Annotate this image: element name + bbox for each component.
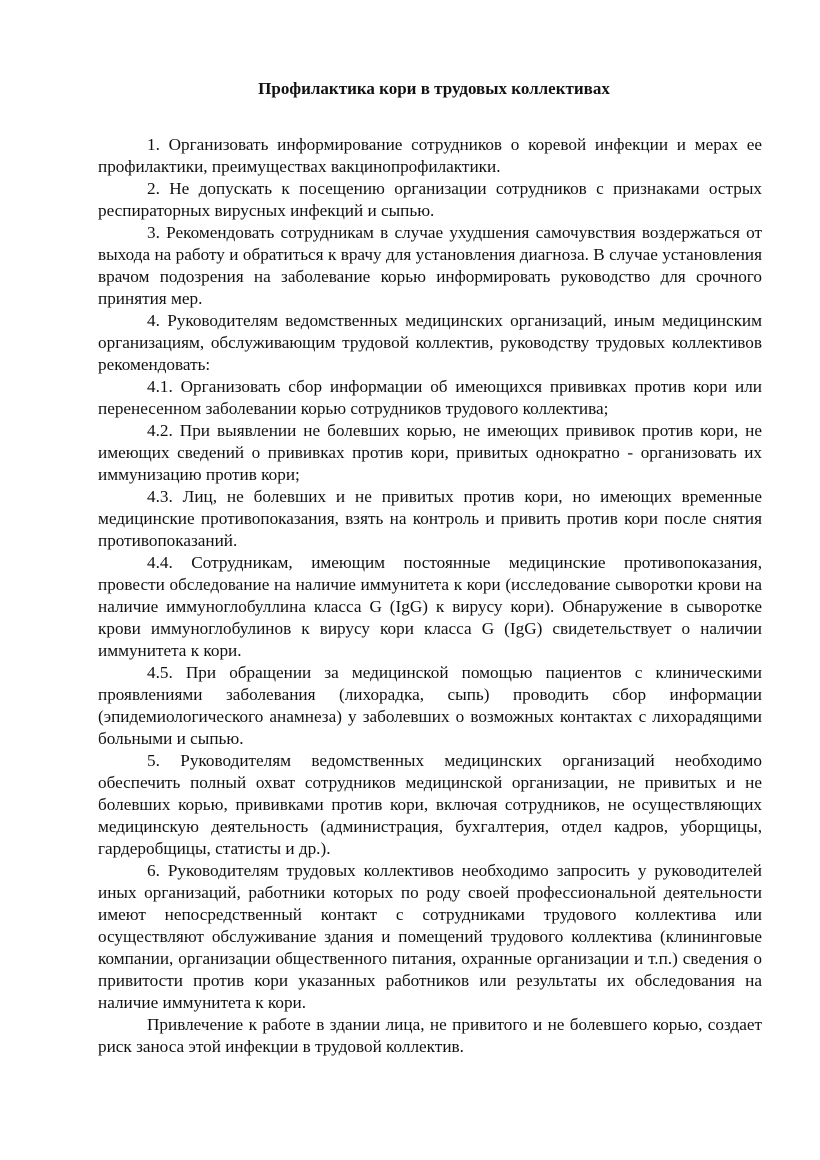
paragraph-4: 4. Руководителям ведомственных медицинских организаций, иным медицинским организациям, обслуживающим трудовой коллектив, руководству трудовых коллективов рекомендовать: bbox=[98, 311, 762, 374]
paragraph-4-3: 4.3. Лиц, не болевших и не привитых против кори, но имеющих временные медицинские противопоказания, взять на контроль и привить против кори после снятия противопоказаний. bbox=[98, 487, 762, 550]
closing-paragraph: Привлечение к работе в здании лица, не привитого и не болевшего корью, создает риск заноса этой инфекции в трудовой коллектив. bbox=[98, 1015, 762, 1056]
paragraph-2: 2. Не допускать к посещению организации сотрудников с признаками острых респираторных вирусных инфекций и сыпью. bbox=[98, 179, 762, 220]
document-title: Профилактика кори в трудовых коллективах bbox=[258, 79, 610, 98]
paragraph-1: 1. Организовать информирование сотрудников о коревой инфекции и мерах ее профилактики, преимуществах вакцинопрофилактики. bbox=[98, 135, 762, 176]
paragraph-6: 6. Руководителям трудовых коллективов необходимо запросить у руководителей иных организаций, работники которых по роду своей профессиональной деятельности имеют непосредственный контакт с сотрудниками трудового коллектива или осуществляют обслуживание здания и помещений трудового коллектива (клининговые компании, организации общественного питания, охранные организации и т.п.) сведения о привитости против кори указанных работников или результаты их обследования на наличие иммунитета к кори. bbox=[98, 861, 762, 1012]
paragraph-4-1: 4.1. Организовать сбор информации об имеющихся прививках против кори или перенесенном заболевании корью сотрудников трудового коллектива; bbox=[98, 377, 762, 418]
paragraph-3: 3. Рекомендовать сотрудникам в случае ухудшения самочувствия воздержаться от выхода на работу и обратиться к врачу для установления диагноза. В случае установления врачом подозрения на заболевание корью информировать руководство для срочного принятия мер. bbox=[98, 223, 762, 308]
paragraph-4-2: 4.2. При выявлении не болевших корью, не имеющих прививок против кори, не имеющих сведений о прививках против кори, привитых однократно - организовать их иммунизацию против кори; bbox=[98, 421, 762, 484]
document-body bbox=[98, 134, 762, 1058]
paragraph-4-4: 4.4. Сотрудникам, имеющим постоянные медицинские противопоказания, провести обследование на наличие иммунитета к кори (исследование сыворотки крови на наличие иммуноглобуллина класса G (IgG) к вирусу кори). Обнаружение в сыворотке крови иммуноглобулинов к вирусу кори класса G (IgG) свидетельствует о наличии иммунитета к кори. bbox=[98, 553, 762, 660]
paragraph-5: 5. Руководителям ведомственных медицинских организаций необходимо обеспечить полный охват сотрудников медицинской организации, не привитых и не болевших корью, прививками против кори, включая сотрудников, не осуществляющих медицинскую деятельность (администрация, бухгалтерия, отдел кадров, уборщицы, гардеробщицы, статисты и др.). bbox=[98, 751, 762, 858]
paragraph-4-5: 4.5. При обращении за медицинской помощью пациентов с клиническими проявлениями заболевания (лихорадка, сыпь) проводить сбор информации (эпидемиологического анамнеза) у заболевших о возможных контактах с лихорадящими больными и сыпью. bbox=[98, 663, 762, 748]
